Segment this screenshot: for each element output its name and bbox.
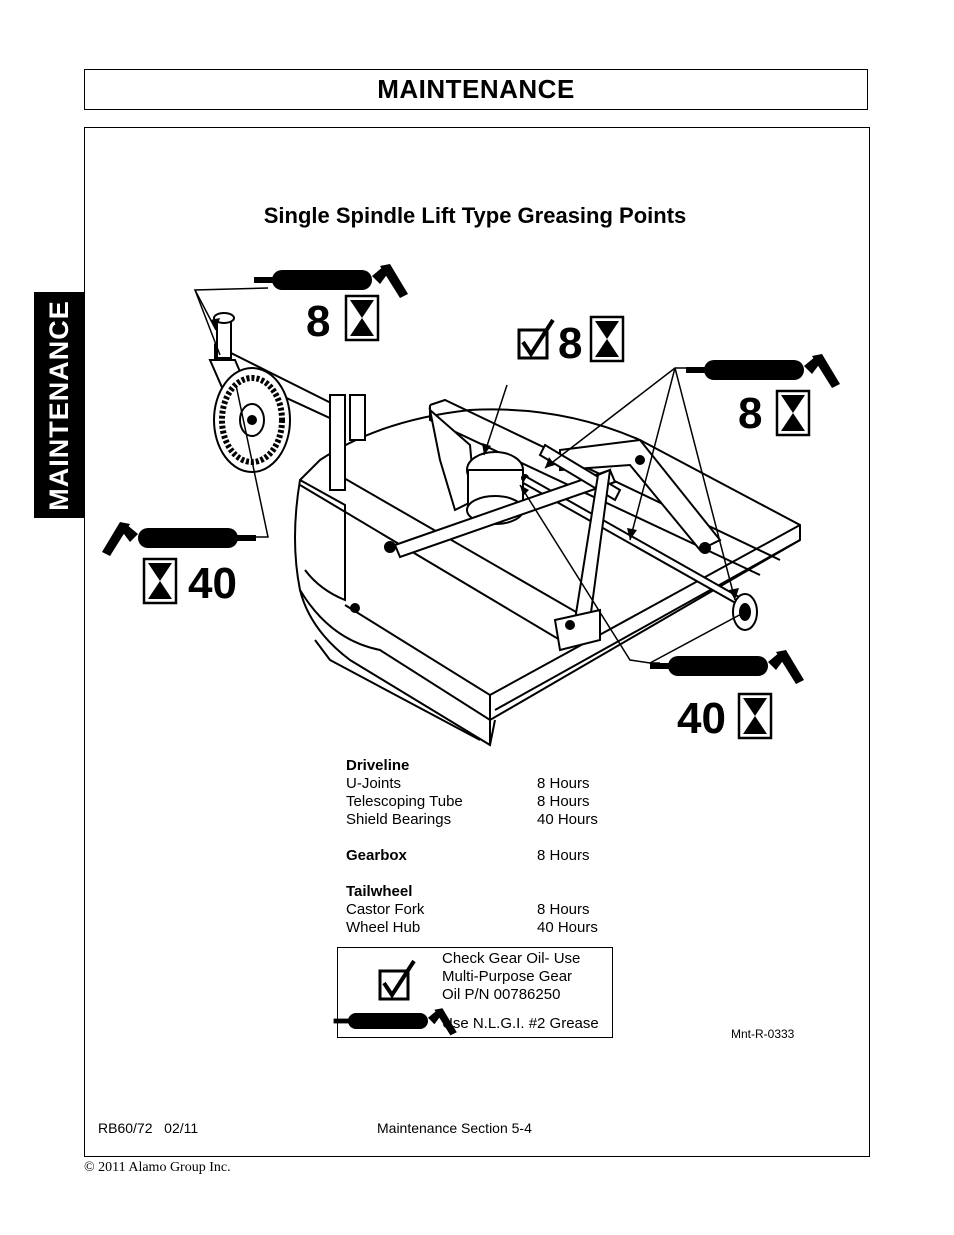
schedule-row: U-Joints 8 Hours — [346, 775, 590, 792]
schedule-row: Wheel Hub 40 Hours — [346, 919, 598, 936]
footer-model: RB60/72 02/11 — [98, 1120, 199, 1136]
callout-bottom-right-interval: 40 — [677, 694, 726, 743]
callout-top-center-interval: 8 — [558, 319, 583, 368]
footer-section: Maintenance Section 5-4 — [377, 1120, 532, 1136]
schedule-row: Castor Fork 8 Hours — [346, 901, 590, 918]
legend-grease-text: Use N.L.G.I. #2 Grease — [442, 1015, 599, 1032]
schedule-heading: Tailwheel — [346, 883, 413, 900]
legend-box — [337, 947, 613, 1038]
page-title: MAINTENANCE — [377, 74, 575, 104]
schedule-heading: Driveline — [346, 757, 410, 774]
grease-gun-icon — [650, 650, 804, 684]
figure-reference: Mnt-R-0333 — [731, 1027, 795, 1041]
hourglass-icon — [346, 296, 378, 340]
side-tab-label: MAINTENANCE — [43, 299, 74, 511]
schedule-row: Telescoping Tube 8 Hours — [346, 793, 590, 810]
schedule-row: Shield Bearings 40 Hours — [346, 811, 598, 828]
check-gear-oil-icon — [519, 320, 553, 358]
copyright: © 2011 Alamo Group Inc. — [84, 1160, 231, 1175]
callout-left-interval: 40 — [188, 559, 237, 608]
legend-check-text: Check Gear Oil- Use Multi-Purpose Gear Oil P/N 00786250 — [442, 950, 581, 1003]
figure-title: Single Spindle Lift Type Greasing Points — [263, 203, 687, 228]
hourglass-icon — [739, 694, 771, 738]
hourglass-icon — [144, 559, 176, 603]
hourglass-icon — [777, 391, 809, 435]
grease-gun-icon — [254, 264, 408, 298]
hourglass-icon — [591, 317, 623, 361]
schedule-row: Gearbox 8 Hours — [346, 847, 590, 864]
greasing-schedule — [346, 757, 646, 937]
callout-right-interval: 8 — [738, 389, 763, 438]
callout-top-left-interval: 8 — [306, 297, 331, 346]
grease-gun-icon — [102, 522, 256, 556]
grease-gun-icon — [686, 354, 840, 388]
